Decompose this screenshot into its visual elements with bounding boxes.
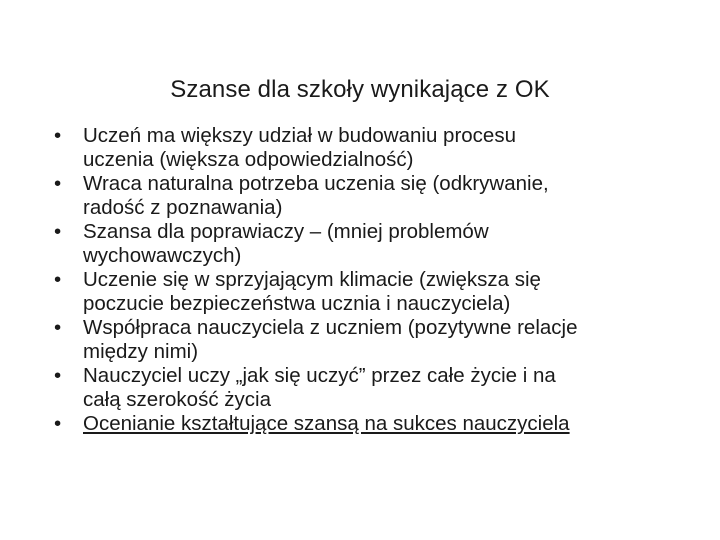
list-item [54, 364, 704, 412]
list-item-text: Szansa dla poprawiaczy – (mniej problemów [83, 220, 489, 243]
slide-title: Szanse dla szkoły wynikające z OK [170, 76, 550, 103]
list-item-text: Współpraca nauczyciela z uczniem (pozytywne relacje [83, 316, 578, 339]
bullet-icon: • [54, 124, 62, 147]
list-item-text: Nauczyciel uczy „jak się uczyć” przez całe życie i na [83, 364, 556, 387]
list-item [54, 124, 704, 172]
bullet-icon: • [54, 364, 62, 387]
bullet-icon: • [54, 316, 62, 339]
list-item-text: wychowawczych) [83, 244, 242, 267]
bullet-list [54, 124, 704, 436]
list-item [54, 268, 704, 316]
list-item-text: radość z poznawania) [83, 196, 283, 219]
list-item-text: Ocenianie kształtujące szansą na sukces nauczyciela [83, 412, 570, 435]
bullet-icon: • [54, 220, 62, 243]
list-item-text: Uczeń ma większy udział w budowaniu procesu [83, 124, 516, 147]
list-item [54, 412, 704, 436]
bullet-icon: • [54, 172, 62, 195]
list-item-text: Wraca naturalna potrzeba uczenia się (odkrywanie, [83, 172, 549, 195]
list-item [54, 316, 704, 364]
list-item-text: między nimi) [83, 340, 199, 363]
list-item-text: poczucie bezpieczeństwa ucznia i nauczyciela) [83, 292, 511, 315]
list-item-text: Uczenie się w sprzyjającym klimacie (zwiększa się [83, 268, 541, 291]
list-item-text: uczenia (większa odpowiedzialność) [83, 148, 414, 171]
list-item-text: całą szerokość życia [83, 388, 271, 411]
list-item [54, 172, 704, 220]
bullet-icon: • [54, 268, 62, 291]
bullet-icon: • [54, 412, 62, 435]
list-item [54, 220, 704, 268]
